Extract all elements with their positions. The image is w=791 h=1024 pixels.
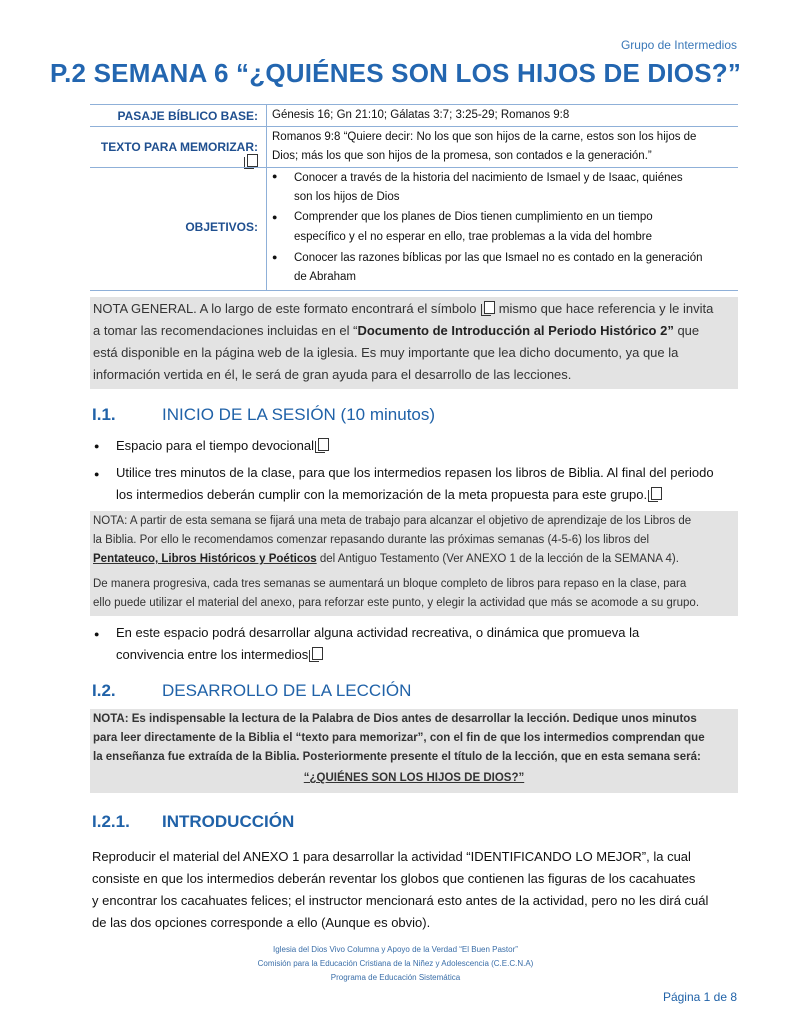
section-1-bullet-3-line-2 xyxy=(116,644,323,666)
bullet-icon: ● xyxy=(94,469,100,479)
section-2-note-box xyxy=(90,709,738,793)
document-icon xyxy=(651,487,662,500)
document-icon xyxy=(247,154,258,167)
nota-general-line-3: está disponible en la página web de la iglesia. Es muy importante que lea dicho documento, ya que la xyxy=(93,345,679,360)
section-1-note-line-1: NOTA: A partir de esta semana se fijará una meta de trabajo para alcanzar el objetivo de aprendizaje de los Libros de xyxy=(93,515,692,527)
document-icon xyxy=(318,438,329,451)
section-2-note-line-2: para leer directamente de la Biblia el “texto para memorizar”, con el fin de que los intermedios comprendan que xyxy=(93,732,705,744)
bullet-icon: ● xyxy=(94,629,100,639)
section-1-bullet-2-text: los intermedios deberán cumplir con la memorización de la meta propuesta para este grupo. xyxy=(116,487,648,502)
section-21-number: I.2.1. xyxy=(92,812,130,831)
section-1-note-text: del Antiguo Testamento (Ver ANEXO 1 de la lección de la SEMANA 4). xyxy=(316,553,679,565)
pasaje-label: PASAJE BÍBLICO BASE: xyxy=(117,109,258,123)
section-21-title: INTRODUCCIÓN xyxy=(162,812,295,831)
group-label: Grupo de Intermedios xyxy=(620,38,737,52)
objetivo-1-line-1: Conocer a través de la historia del nacimiento de Ismael y de Isaac, quiénes xyxy=(294,172,683,184)
texto-line-2: Dios; más los que son hijos de la promesa, son contados e la generación.” xyxy=(272,150,652,162)
section-1-bullet-3-text: convivencia entre los intermedios xyxy=(116,647,309,662)
section-2-note-line-3: la enseñanza fue extraída de la Biblia. Posteriormente presente el título de la lección, que en esta semana será: xyxy=(93,751,701,763)
objetivo-3-line-1: Conocer las razones bíblicas por las que Ismael no es contado en la generación xyxy=(294,252,703,264)
document-icon xyxy=(312,647,323,660)
objetivo-2-line-1: Comprender que los planes de Dios tienen cumplimiento en un tiempo xyxy=(294,211,653,223)
section-1-bullet-1 xyxy=(116,435,329,457)
nota-general-text: NOTA GENERAL. A lo largo de este formato encontrará el símbolo xyxy=(93,301,477,316)
section-1-bullet-2-line-1: Utilice tres minutos de la clase, para que los intermedios repasen los libros de Biblia. Al final del periodo xyxy=(116,465,714,480)
nota-general-box xyxy=(90,297,738,389)
section-2-note-line-1: NOTA: Es indispensable la lectura de la Palabra de Dios antes de desarrollar la lección. Dedique unos minutos xyxy=(93,713,697,725)
bullet-icon: ● xyxy=(272,212,278,222)
section-1-number: I.1. xyxy=(92,405,116,424)
page-title: P.2 SEMANA 6 “¿QUIÉNES SON LOS HIJOS DE DIOS?” xyxy=(49,58,742,88)
nota-general-text: que xyxy=(673,323,700,338)
nota-general-line-4: información vertida en él, le será de gran ayuda para el desarrollo de las lecciones. xyxy=(93,367,572,382)
section-1-note-line-4: De manera progresiva, cada tres semanas se aumentará un bloque completo de libros para repaso en la clase, para xyxy=(93,578,687,590)
section-2-number: I.2. xyxy=(92,681,116,700)
texto-line-1: Romanos 9:8 “Quiere decir: No los que son hijos de la carne, estos son los hijos de xyxy=(272,131,697,143)
nota-general-line-2 xyxy=(93,320,737,342)
nota-general-line-1 xyxy=(93,298,737,320)
intro-line-4: de las dos opciones corresponde a ello (Aunque es obvio). xyxy=(92,915,431,930)
nota-general-text: a tomar las recomendaciones incluidas en el “ xyxy=(93,323,358,338)
documento-introduccion-title: Documento de Introducción al Periodo Histórico 2” xyxy=(357,323,674,338)
objetivo-1-line-2: son los hijos de Dios xyxy=(294,191,400,203)
objetivos-label: OBJETIVOS: xyxy=(185,220,258,234)
section-1-bullet-3-line-1: En este espacio podrá desarrollar alguna actividad recreativa, o dinámica que promueva la xyxy=(116,625,640,640)
libros-link-text: Pentateuco, Libros Históricos y Poéticos xyxy=(93,553,317,565)
document-icon xyxy=(484,301,495,314)
objetivo-3-line-2: de Abraham xyxy=(294,271,357,283)
section-1-note-line-2: la Biblia. Por ello le recomendamos comenzar repasando durante las próximas semanas (4-5-6) los libros del xyxy=(93,534,650,546)
texto-label xyxy=(90,140,258,169)
bullet-icon: ● xyxy=(272,171,278,181)
intro-line-2: consiste en que los intermedios deberán reventar los globos que contienen las figuras de los cacahuates xyxy=(92,871,696,886)
footer-line-2: Comisión para la Educación Cristiana de la Niñez y Adolescencia (C.E.C.N.A) xyxy=(257,959,534,968)
lesson-title: “¿QUIÉNES SON LOS HIJOS DE DIOS?” xyxy=(303,772,525,784)
footer-line-3: Programa de Educación Sistemática xyxy=(330,973,461,982)
section-1-bullet-1-text: Espacio para el tiempo devocional xyxy=(116,438,315,453)
intro-line-3: y encontrar los cacahuates felices; el instructor mencionará esto antes de la actividad, pero no les dirá cuál xyxy=(92,893,709,908)
table-bottom-border xyxy=(90,290,738,291)
objetivo-2-line-2: específico y el no esperar en ello, trae problemas a la vida del hombre xyxy=(294,231,652,243)
section-2-title: DESARROLLO DE LA LECCIÓN xyxy=(162,681,412,700)
section-1-note-line-5: ello puede utilizar el material del anexo, para reforzar este punto, y elegir la actividad que más se acomode a su grupo. xyxy=(93,597,700,609)
section-1-title: INICIO DE LA SESIÓN (10 minutos) xyxy=(162,405,436,424)
pasaje-value: Génesis 16; Gn 21:10; Gálatas 3:7; 3:25-29; Romanos 9:8 xyxy=(272,109,570,121)
bullet-icon: ● xyxy=(94,441,100,451)
footer-line-1: Iglesia del Dios Vivo Columna y Apoyo de la Verdad “El Buen Pastor” xyxy=(273,945,518,954)
section-1-note-line-3 xyxy=(93,550,737,569)
section-1-note-box xyxy=(90,511,738,616)
page-number: Página 1 de 8 xyxy=(662,990,737,1004)
intro-line-1: Reproducir el material del ANEXO 1 para desarrollar la actividad “IDENTIFICANDO LO MEJOR”, la cual xyxy=(92,849,691,864)
bullet-icon: ● xyxy=(272,252,278,262)
section-1-bullet-2-line-2 xyxy=(116,484,662,506)
texto-label-text: TEXTO PARA MEMORIZAR: xyxy=(100,140,258,154)
nota-general-text: mismo que hace referencia y le invita xyxy=(498,301,714,316)
table-column-divider xyxy=(266,104,267,290)
